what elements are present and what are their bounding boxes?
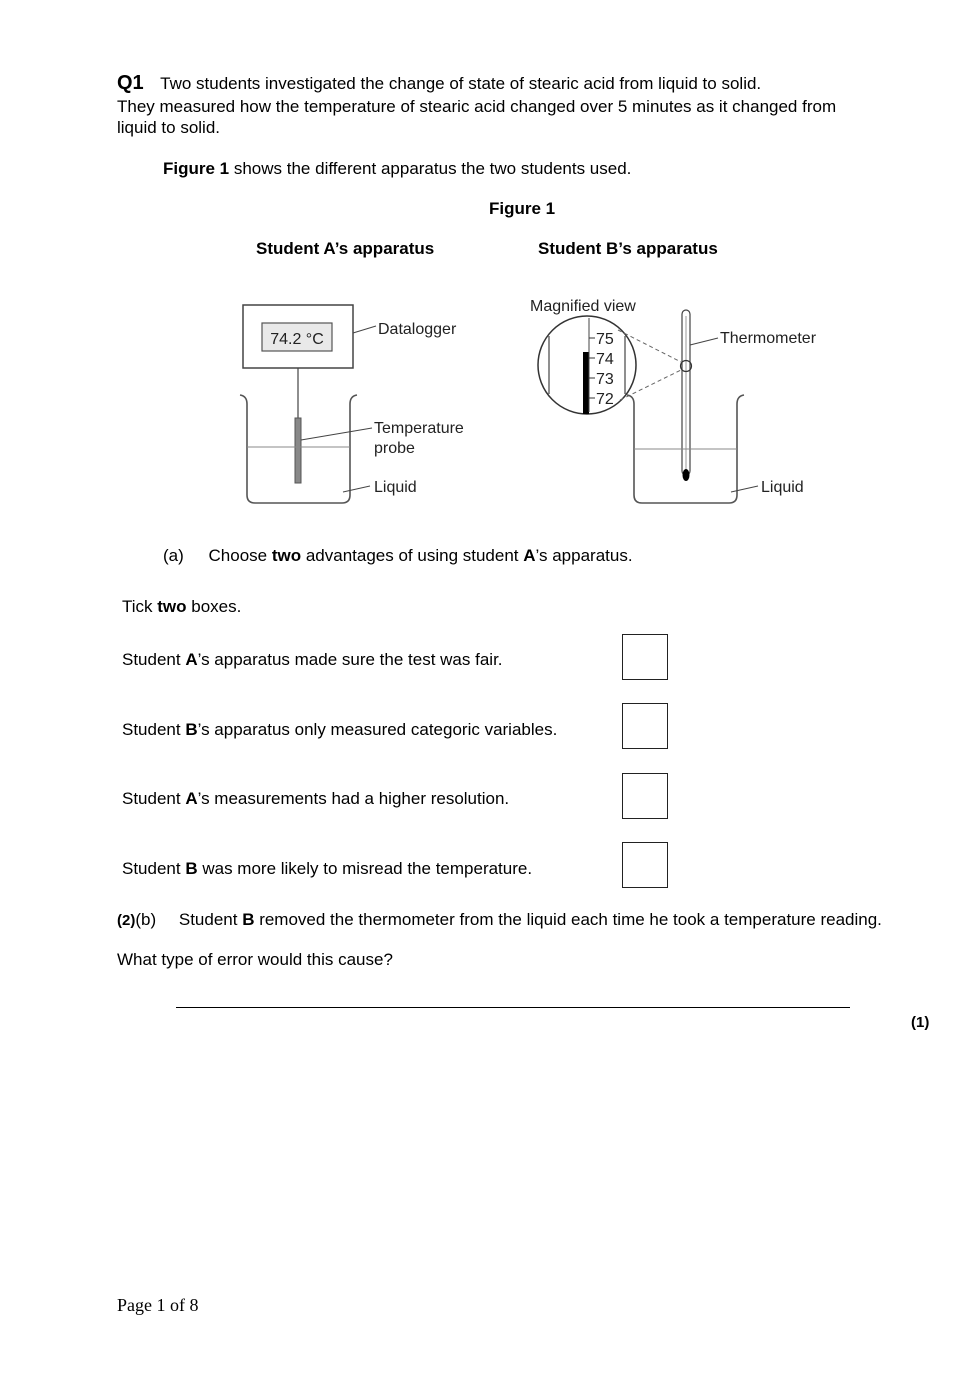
option-1-text: Student A’s apparatus made sure the test was fair. [122,650,503,669]
display-reading: 74.2 °C [270,331,324,348]
label-temperature: Temperature [374,420,464,437]
question-number: Q1 [117,72,144,94]
label-liquid-a: Liquid [374,479,417,496]
student-b-heading: Student B’s apparatus [538,239,718,258]
option-2-checkbox[interactable] [622,703,668,749]
label-datalogger: Datalogger [378,321,457,338]
figure-title: Figure 1 [489,199,556,218]
part-b-label: (b) [135,910,157,929]
question-intro-line3: liquid to solid. [117,118,221,137]
option-1-checkbox[interactable] [622,634,668,680]
scale-74: 74 [596,351,614,368]
mercury-column [583,352,589,414]
option-4-text: Student B was more likely to misread the temperature. [122,859,533,878]
label-probe: probe [374,440,415,457]
part-b-marks: (1) [911,1014,930,1031]
student-a-heading: Student A’s apparatus [256,239,435,258]
part-a-prompt: (a) Choose two advantages of using student A’s apparatus. [163,546,633,565]
tick-instruction: Tick two boxes. [122,597,242,616]
part-a-marks: (2) [117,912,136,929]
intro-text: Two students investigated the change of state of stearic acid from liquid to solid. [160,74,762,93]
scale-72: 72 [596,391,614,408]
answer-line[interactable] [176,1007,850,1008]
option-3-checkbox[interactable] [622,773,668,819]
temperature-probe [295,418,301,483]
question-intro-line2: They measured how the temperature of stearic acid changed over 5 minutes as it changed from [117,97,837,116]
datalogger [243,305,353,368]
figure-1-diagram [0,0,978,520]
scale-75: 75 [596,331,614,348]
scale-73: 73 [596,371,614,388]
part-a-label: (a) [163,546,184,565]
thermometer-bulb [683,469,690,481]
option-3-text: Student A’s measurements had a higher resolution. [122,789,510,808]
option-4-checkbox[interactable] [622,842,668,888]
label-thermometer: Thermometer [720,330,817,347]
label-magnified-view: Magnified view [530,298,636,315]
figure-reference: Figure 1 shows the different apparatus the two students used. [163,159,632,178]
label-liquid-b: Liquid [761,479,804,496]
option-2-text: Student B’s apparatus only measured categoric variables. [122,720,558,739]
part-b-prompt: (2)(b) Student B removed the thermometer from the liquid each time he took a temperature reading. [117,910,882,929]
part-b-question: What type of error would this cause? [117,950,393,969]
page-number: Page 1 of 8 [117,1295,199,1315]
